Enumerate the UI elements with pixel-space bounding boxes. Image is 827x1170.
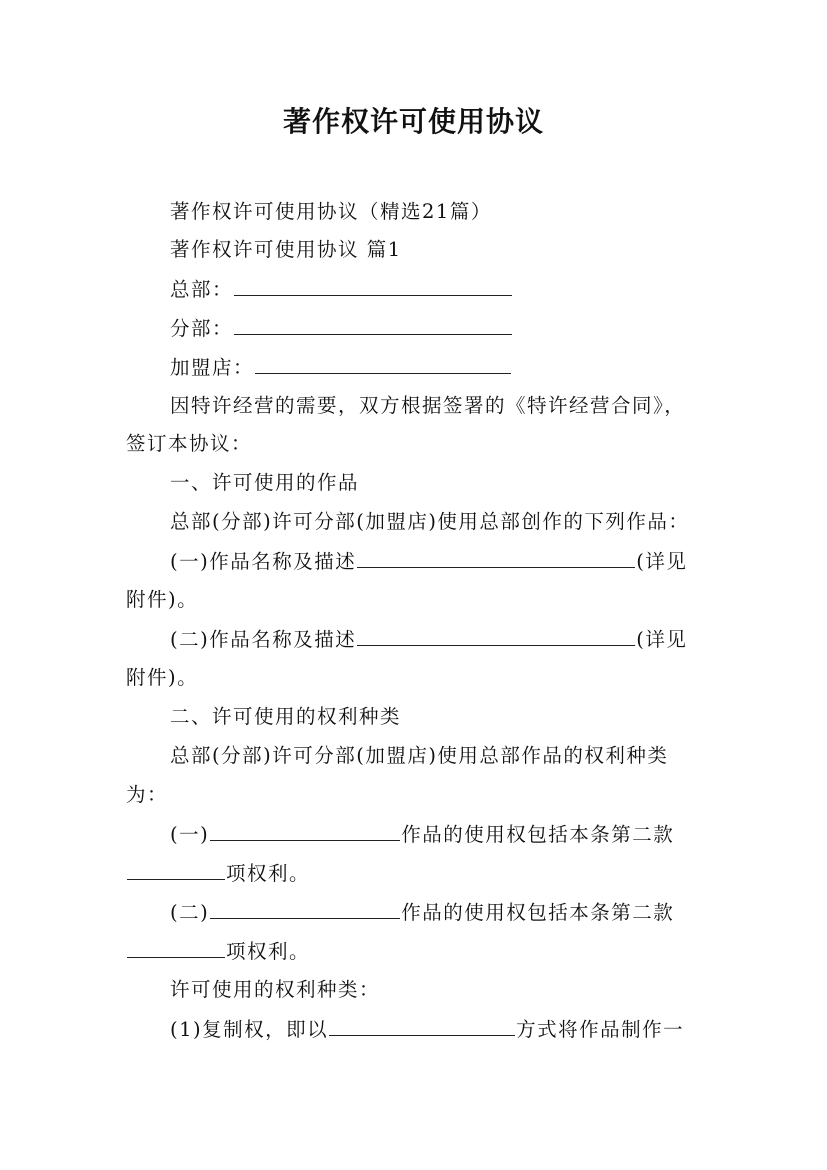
reproduction-text: 方式将作品制作一 (516, 1018, 685, 1041)
paragraph-line: 总部(分部)许可分部(加盟店)使用总部作品的权利种类 (170, 744, 669, 767)
branch-line (170, 316, 513, 341)
right-item-suffix: 项权利。 (226, 862, 311, 885)
work-item-line (170, 549, 687, 574)
work-name-blank[interactable] (210, 822, 400, 841)
right-item-text: 作品的使用权包括本条第二款 (401, 823, 675, 846)
right-item-continuation (126, 861, 310, 886)
section-heading: 著作权许可使用协议 篇1 (170, 238, 402, 261)
paragraph-line: 附件)。 (126, 588, 199, 611)
paragraph-line: 为： (126, 783, 169, 806)
reproduction-right-line (170, 1017, 684, 1042)
right-item-text: 作品的使用权包括本条第二款 (401, 901, 675, 924)
paragraph-line: 附件)。 (126, 666, 199, 689)
franchisee-label: 加盟店： (170, 356, 255, 379)
clause-heading: 一、许可使用的作品 (170, 471, 360, 494)
paragraph-line: 签订本协议： (126, 432, 253, 455)
work-description-blank[interactable] (357, 549, 635, 568)
work-item-label: (二)作品名称及描述 (170, 628, 357, 651)
work-item-label: (一)作品名称及描述 (170, 550, 357, 573)
right-item-continuation (126, 939, 310, 964)
right-item-label: (一) (170, 823, 210, 846)
right-count-blank[interactable] (127, 939, 225, 958)
work-name-blank[interactable] (210, 900, 400, 919)
paragraph-line: 许可使用的权利种类： (170, 978, 381, 1001)
franchisee-blank[interactable] (255, 355, 511, 374)
franchisee-line (170, 355, 512, 380)
reproduction-label: (1)复制权，即以 (170, 1018, 329, 1041)
work-item-suffix: (详见 (636, 628, 688, 651)
headquarters-label: 总部： (170, 278, 234, 301)
branch-blank[interactable] (234, 316, 512, 335)
right-item-label: (二) (170, 901, 210, 924)
right-item-suffix: 项权利。 (226, 940, 311, 963)
right-count-blank[interactable] (127, 861, 225, 880)
work-description-blank[interactable] (357, 627, 635, 646)
branch-label: 分部： (170, 317, 234, 340)
paragraph-line: 总部(分部)许可分部(加盟店)使用总部创作的下列作品： (170, 510, 690, 533)
paragraph-line: 因特许经营的需要，双方根据签署的《特许经营合同》， (170, 394, 686, 417)
clause-heading: 二、许可使用的权利种类 (170, 705, 402, 728)
right-item-line (170, 822, 674, 847)
right-item-line (170, 900, 674, 925)
subtitle-line: 著作权许可使用协议（精选21篇） (170, 200, 492, 223)
headquarters-line (170, 277, 513, 302)
work-item-suffix: (详见 (636, 550, 688, 573)
reproduction-method-blank[interactable] (329, 1017, 515, 1036)
work-item-line (170, 627, 687, 652)
headquarters-blank[interactable] (234, 277, 512, 296)
document-title: 著作权许可使用协议 (282, 105, 544, 138)
